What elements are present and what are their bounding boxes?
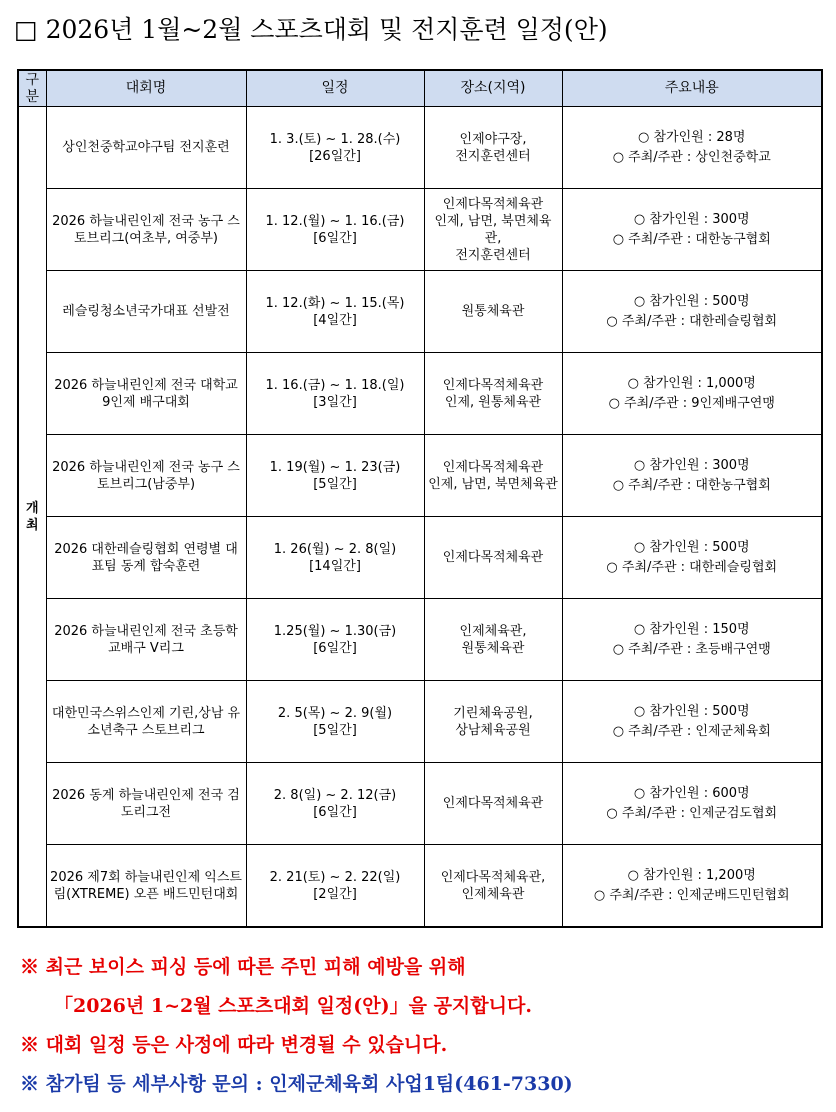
event-content: [562, 189, 822, 271]
host: ○ 주최/주관 : 인제군배드민턴협회: [593, 887, 790, 903]
schedule-line: [5일간]: [313, 476, 357, 492]
participants: ○ 참가인원 : 500명: [633, 293, 750, 309]
event-content: [562, 435, 822, 517]
event-name: 대한민국스위스인제 기린,상남 유소년축구 스토브리그: [46, 681, 246, 763]
schedule-line: 2. 21(토) ~ 2. 22(일): [269, 869, 401, 885]
note-announcement: 「2026년 1~2월 스포츠대회 일정(안)」을 공지합니다.: [54, 995, 532, 1017]
event-name: 레슬링청소년국가대표 선발전: [46, 271, 246, 353]
participants: ○ 참가인원 : 300명: [633, 457, 750, 473]
event-name: 2026 하늘내린인제 전국 농구 스토브리그(여초부, 여중부): [46, 189, 246, 271]
event-venue: [424, 763, 562, 845]
event-schedule: [246, 107, 424, 189]
participants: ○ 참가인원 : 300명: [633, 211, 750, 227]
schedule-line: 1. 26(월) ~ 2. 8(일): [273, 541, 397, 557]
host: ○ 주최/주관 : 인제군체육회: [612, 723, 771, 739]
event-content: [562, 763, 822, 845]
host: ○ 주최/주관 : 인제군검도협회: [606, 805, 778, 821]
event-venue: [424, 681, 562, 763]
header-category-label: 구 분: [25, 71, 40, 105]
venue-line: 인제다목적체육관: [442, 377, 544, 393]
event-name: 2026 대한레슬링협회 연령별 대표팀 동계 합숙훈련: [46, 517, 246, 599]
schedule-line: [6일간]: [313, 804, 357, 820]
venue-line: 원통체육관: [461, 304, 525, 319]
event-schedule: [246, 517, 424, 599]
schedule-line: 1. 16.(금) ~ 1. 18.(일): [265, 377, 405, 393]
host: ○ 주최/주관 : 초등배구연맹: [612, 641, 771, 657]
host: ○ 주최/주관 : 대한농구협회: [612, 477, 771, 493]
event-content: [562, 517, 822, 599]
table-row: [18, 599, 822, 681]
event-name: 2026 하늘내린인제 전국 초등학교배구 V리그: [46, 599, 246, 681]
venue-line: 인제다목적체육관: [442, 196, 544, 212]
event-venue: [424, 517, 562, 599]
schedule-line: [2일간]: [313, 886, 357, 902]
event-venue: [424, 189, 562, 271]
event-venue: [424, 107, 562, 189]
event-name: 2026 제7회 하늘내린인제 익스트림(XTREME) 오픈 배드민턴대회: [46, 845, 246, 928]
event-content: [562, 599, 822, 681]
schedule-line: 1. 12.(화) ~ 1. 15.(목): [265, 295, 405, 311]
participants: ○ 참가인원 : 1,200명: [627, 867, 756, 883]
event-content: [562, 271, 822, 353]
venue-line: 인제다목적체육관: [442, 459, 544, 475]
venue-line: 상남체육공원: [455, 722, 531, 738]
venue-line: 전지훈련센터: [455, 247, 531, 263]
table-row: [18, 517, 822, 599]
participants: ○ 참가인원 : 28명: [638, 129, 746, 145]
venue-line: 원통체육관: [461, 640, 525, 656]
event-schedule: [246, 271, 424, 353]
table-row: [18, 353, 822, 435]
venue-line: 인제체육관,: [459, 623, 527, 639]
event-name: 2026 하늘내린인제 전국 농구 스토브리그(남중부): [46, 435, 246, 517]
venue-line: 인제, 원통체육관: [444, 394, 542, 410]
participants: ○ 참가인원 : 150명: [633, 621, 750, 637]
schedule-line: [14일간]: [309, 558, 361, 574]
note-schedule-change: ※ 대회 일정 등은 사정에 따라 변경될 수 있습니다.: [20, 1034, 448, 1056]
host: ○ 주최/주관 : 대한농구협회: [612, 231, 771, 247]
event-schedule: [246, 763, 424, 845]
host: ○ 주최/주관 : 대한레슬링협회: [606, 559, 778, 575]
table-header-row: [18, 70, 822, 107]
schedule-table: [17, 69, 823, 928]
schedule-line: [5일간]: [313, 722, 357, 738]
venue-line: 인제, 남면, 북면체육관,: [434, 213, 552, 246]
event-schedule: [246, 845, 424, 928]
schedule-line: 2. 5(목) ~ 2. 9(월): [277, 705, 393, 721]
note-contact: ※ 참가팀 등 세부사항 문의 : 인제군체육회 사업1팀(461-7330): [20, 1073, 573, 1095]
schedule-line: 2. 8(일) ~ 2. 12(금): [273, 787, 397, 803]
header-venue: 장소(지역): [424, 70, 562, 107]
schedule-line: 1. 3.(토) ~ 1. 28.(수): [269, 131, 401, 147]
event-venue: [424, 271, 562, 353]
note-voice-phishing: ※ 최근 보이스 피싱 등에 따른 주민 피해 예방을 위해: [20, 956, 466, 978]
event-content: [562, 107, 822, 189]
venue-line: 인제다목적체육관: [442, 796, 544, 811]
venue-line: 인제다목적체육관,: [440, 869, 546, 885]
table-row: [18, 681, 822, 763]
table-row: [18, 271, 822, 353]
participants: ○ 참가인원 : 500명: [633, 703, 750, 719]
participants: ○ 참가인원 : 500명: [633, 539, 750, 555]
event-venue: [424, 599, 562, 681]
event-content: [562, 681, 822, 763]
schedule-line: [26일간]: [309, 148, 361, 164]
event-schedule: [246, 189, 424, 271]
event-name: 상인천중학교야구팀 전지훈련: [46, 107, 246, 189]
table-row: [18, 845, 822, 928]
participants: ○ 참가인원 : 600명: [633, 785, 750, 801]
event-schedule: [246, 599, 424, 681]
venue-line: 기린체육공원,: [453, 705, 533, 721]
schedule-line: [6일간]: [313, 230, 357, 246]
schedule-line: 1. 12.(월) ~ 1. 16.(금): [265, 213, 405, 229]
event-content: [562, 353, 822, 435]
event-name: 2026 하늘내린인제 전국 대학교 9인제 배구대회: [46, 353, 246, 435]
event-name: 2026 동계 하늘내린인제 전국 검도리그전: [46, 763, 246, 845]
event-schedule: [246, 435, 424, 517]
venue-line: 인제, 남면, 북면체육관: [428, 476, 558, 492]
event-venue: [424, 353, 562, 435]
page-title: □ 2026년 1월~2월 스포츠대회 및 전지훈련 일정(안): [14, 15, 608, 44]
host: ○ 주최/주관 : 9인제배구연맹: [608, 395, 775, 411]
header-schedule: 일정: [246, 70, 424, 107]
table-row: [18, 107, 822, 189]
venue-line: 전지훈련센터: [455, 148, 531, 164]
table-row: [18, 763, 822, 845]
event-venue: [424, 435, 562, 517]
participants: ○ 참가인원 : 1,000명: [627, 375, 756, 391]
venue-line: 인제야구장,: [459, 131, 527, 147]
event-content: [562, 845, 822, 928]
schedule-line: [3일간]: [313, 394, 357, 410]
schedule-line: 1.25(월) ~ 1.30(금): [273, 623, 397, 639]
event-schedule: [246, 681, 424, 763]
venue-line: 인제다목적체육관: [442, 550, 544, 565]
notes: [20, 948, 573, 1104]
header-category: [18, 70, 46, 107]
header-name: 대회명: [46, 70, 246, 107]
host: ○ 주최/주관 : 대한레슬링협회: [606, 313, 778, 329]
venue-line: 인제체육관: [461, 886, 525, 902]
host: ○ 주최/주관 : 상인천중학교: [612, 149, 771, 165]
schedule-line: 1. 19(월) ~ 1. 23(금): [269, 459, 401, 475]
event-schedule: [246, 353, 424, 435]
header-content: 주요내용: [562, 70, 822, 107]
event-venue: [424, 845, 562, 928]
schedule-line: [4일간]: [313, 312, 357, 328]
category-cell: 개 최: [18, 107, 46, 928]
schedule-line: [6일간]: [313, 640, 357, 656]
table-row: [18, 189, 822, 271]
table-row: [18, 435, 822, 517]
